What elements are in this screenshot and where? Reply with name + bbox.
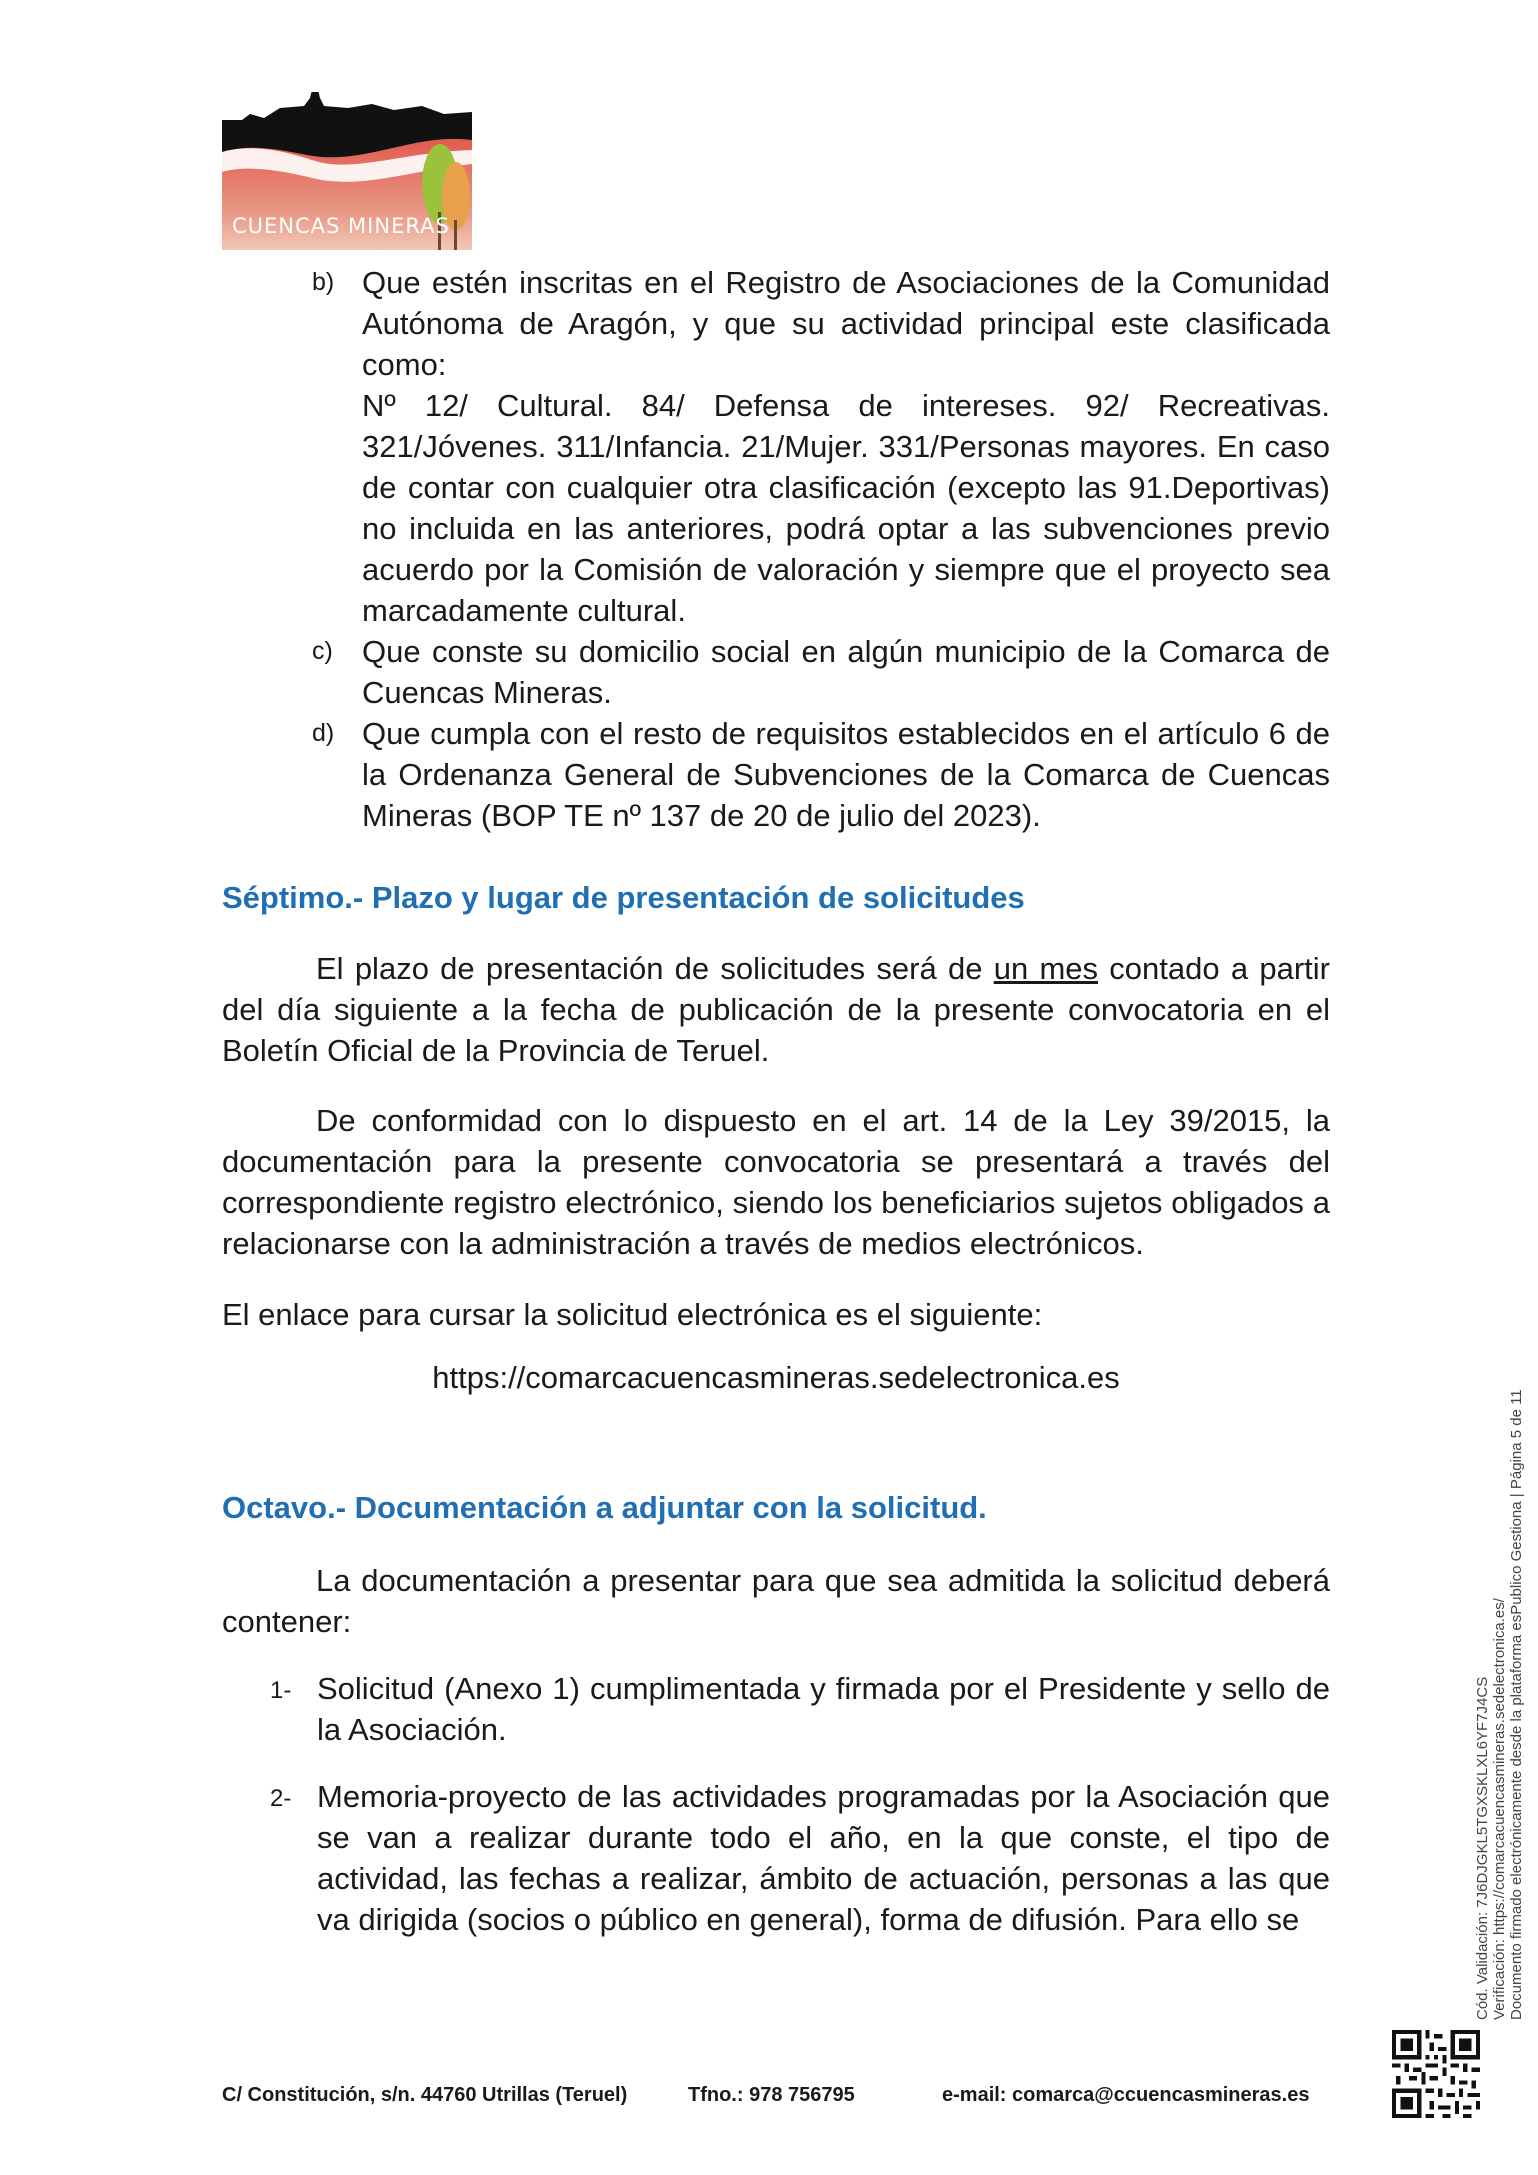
list-item-text: Nº 12/ Cultural. 84/ Defensa de intereses. 92/ Recreativas. 321/Jóvenes. 311/Infancia. 21/Mujer. 331/Personas mayores. En caso de contar con cualquier otra clasificación (excepto las 91.Deportivas) no incluida en las anteriores, podrá optar a las subvenciones previo acuerdo por la Comisión de valoración y siempre que el proyecto sea marcadamente cultural. bbox=[362, 388, 1330, 628]
paragraph-plazo bbox=[222, 948, 1330, 1071]
solicitud-link[interactable]: https://comarcacuencasmineras.sedelectronica.es bbox=[432, 1360, 1120, 1395]
list-marker: c) bbox=[312, 637, 333, 665]
paragraph-text: El plazo de presentación de solicitudes será de bbox=[316, 951, 994, 986]
validation-url: Verificación: https://comarcacuencasmineras.sedelectronica.es/ bbox=[1491, 1598, 1508, 2020]
documentation-list bbox=[222, 1668, 1330, 1940]
list-marker: d) bbox=[312, 719, 335, 747]
paragraph-enlace: El enlace para cursar la solicitud electrónica es el siguiente: bbox=[222, 1297, 1043, 1332]
paragraph-documentacion: La documentación a presentar para que sea admitida la solicitud deberá contener: bbox=[222, 1563, 1330, 1639]
list-item-c bbox=[222, 631, 1330, 713]
paragraph-text: contado a partir del día siguiente a la fecha de publicación de la presente convocatoria en el Boletín Oficial de la Provincia de Teruel. bbox=[222, 951, 1330, 1068]
footer-address: C/ Constitución, s/n. 44760 Utrillas (Teruel) bbox=[222, 2084, 628, 2106]
paragraph-conformidad: De conformidad con lo dispuesto en el art. 14 de la Ley 39/2015, la documentación para la presente convocatoria se presentará a través del correspondiente registro electrónico, siendo los beneficiarios sujetos obligados a relacionarse con la administración a través de medios electrónicos. bbox=[222, 1103, 1330, 1261]
list-number: 1- bbox=[270, 1677, 292, 1704]
logo-text: CUENCAS MINERAS bbox=[232, 214, 450, 238]
list-number: 2- bbox=[270, 1785, 292, 1812]
validation-signature-note: Documento firmado electrónicamente desde la plataforma esPublico Gestiona | Página 5 de 11 bbox=[1508, 1389, 1525, 2020]
footer-phone: Tfno.: 978 756795 bbox=[688, 2084, 855, 2106]
list-item bbox=[222, 1776, 1330, 1940]
footer-email[interactable]: e-mail: comarca@ccuencasmineras.es bbox=[942, 2084, 1310, 2106]
list-item bbox=[222, 1668, 1330, 1750]
list-item-text: Solicitud (Anexo 1) cumplimentada y firmada por el Presidente y sello de la Asociación. bbox=[317, 1671, 1330, 1747]
validation-sidebar bbox=[1474, 1340, 1525, 2020]
list-item-text: Que estén inscritas en el Registro de Asociaciones de la Comunidad Autónoma de Aragón, y que su actividad principal este clasificada como: bbox=[362, 265, 1330, 382]
qr-code-icon bbox=[1392, 2030, 1480, 2118]
section-heading-octavo: Octavo.- Documentación a adjuntar con la solicitud. bbox=[222, 1490, 987, 1525]
list-item-text: Que conste su domicilio social en algún municipio de la Comarca de Cuencas Mineras. bbox=[362, 634, 1330, 710]
cuencas-mineras-logo bbox=[222, 92, 472, 250]
list-item-d bbox=[222, 713, 1330, 836]
list-marker: b) bbox=[312, 268, 335, 296]
requirements-list bbox=[222, 262, 1330, 836]
list-item-text: Que cumpla con el resto de requisitos establecidos en el artículo 6 de la Ordenanza General de Subvenciones de la Comarca de Cuencas Mineras (BOP TE nº 137 de 20 de julio del 2023). bbox=[362, 716, 1330, 833]
section-heading-septimo: Séptimo.- Plazo y lugar de presentación de solicitudes bbox=[222, 880, 1025, 915]
validation-code: Cód. Validación: 7J6DJGKL5TGXSKLXL6YF7J4CS bbox=[1474, 1676, 1491, 2020]
list-item-text: Memoria-proyecto de las actividades programadas por la Asociación que se van a realizar durante todo el año, en la que conste, el tipo de actividad, las fechas a realizar, ámbito de actuación, personas a las que va dirigida (socios o público en general), forma de difusión. Para ello se bbox=[317, 1779, 1330, 1937]
underlined-text: un mes bbox=[993, 951, 1099, 986]
list-item-b bbox=[222, 262, 1330, 631]
